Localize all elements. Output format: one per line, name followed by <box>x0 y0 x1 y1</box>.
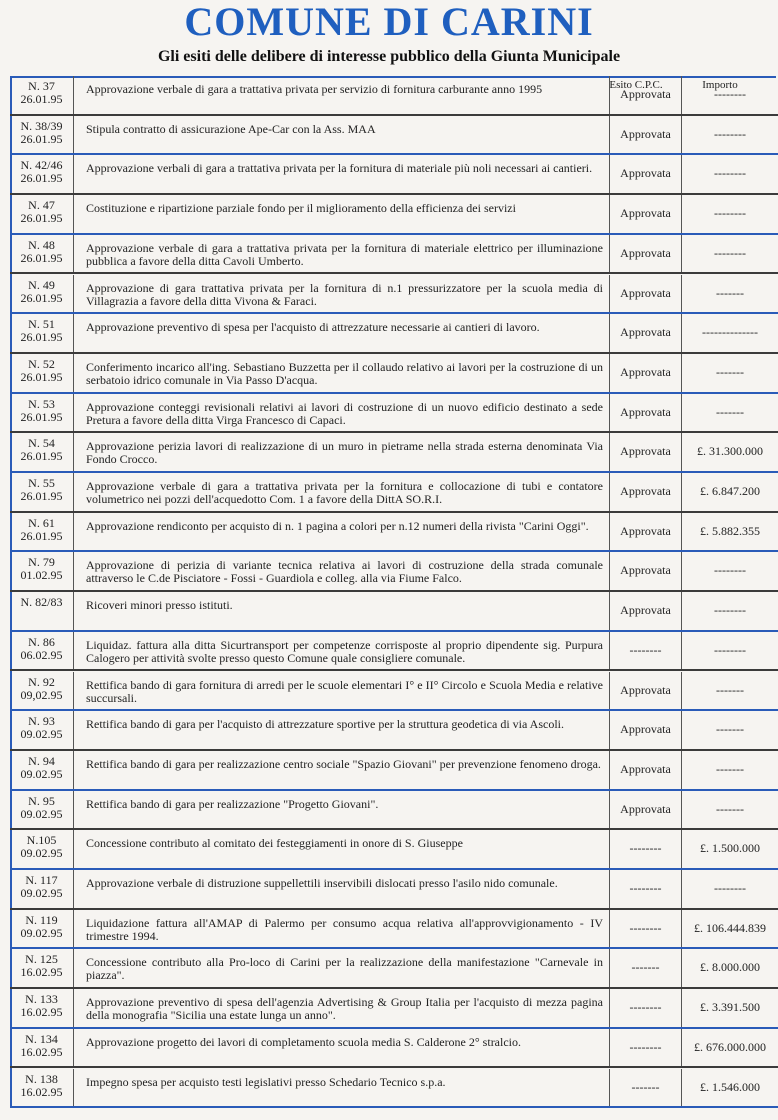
deliberation-date: 26.01.95 <box>20 489 63 503</box>
deliberation-number: N. 117 <box>25 873 58 887</box>
deliberation-number-cell <box>10 155 74 193</box>
table-row <box>10 791 778 831</box>
deliberation-number-cell <box>10 552 74 590</box>
importo-cell: -------- <box>714 642 746 657</box>
deliberation-number-cell <box>10 751 74 789</box>
esito-cell: Approvata <box>610 433 682 471</box>
deliberation-date: 26.01.95 <box>20 409 63 424</box>
deliberation-date: 26.01.95 <box>20 211 63 226</box>
deliberation-number-cell <box>10 433 74 471</box>
deliberation-number-cell <box>10 513 74 551</box>
esito-cell: -------- <box>610 910 682 948</box>
importo-cell: £. 106.444.839 <box>694 920 766 935</box>
deliberation-number-cell <box>10 1029 74 1067</box>
deliberation-number-cell <box>10 275 74 313</box>
deliberation-description: Approvazione progetto dei lavori di completamento scuola media S. Calderone 2° stralcio. <box>74 1029 610 1067</box>
deliberation-description: Liquidaz. fattura alla ditta Sicurtransport per competenze corrisposte al proprio dipendente sig. Purpura Calogero per attività svolte presso questo Comune quale consigliere comunale. <box>74 632 610 670</box>
table-row <box>10 1069 778 1109</box>
deliberation-description: Concessione contributo alla Pro-loco di Carini per la realizzazione della manifestazione "Carnevale in piazza". <box>74 949 610 987</box>
importo-cell: -------- <box>714 881 746 895</box>
deliberation-date: 09.02.95 <box>20 727 63 742</box>
deliberation-number: N. 38/39 <box>20 118 63 133</box>
table-row <box>10 949 778 989</box>
deliberation-number: N. 42/46 <box>20 158 63 173</box>
esito-cell: Approvata <box>610 394 682 432</box>
deliberation-date: 26.01.95 <box>20 528 63 543</box>
deliberation-number: N. 55 <box>28 476 55 490</box>
table-row <box>10 989 778 1029</box>
table-row <box>10 711 778 751</box>
esito-cell: Approvata <box>610 552 682 590</box>
deliberation-number: N. 79 <box>28 555 55 570</box>
importo-cell: £. 676.000.000 <box>694 1039 766 1054</box>
importo-cell: ------- <box>716 285 744 300</box>
deliberation-number-cell <box>10 235 74 273</box>
deliberation-date: 01.02.95 <box>20 568 63 583</box>
esito-cell: Approvata <box>610 116 682 154</box>
deliberation-number: N. 86 <box>28 634 55 649</box>
table-row <box>10 751 778 791</box>
deliberation-date: 09.02.95 <box>20 766 63 781</box>
deliberation-date: 06.02.95 <box>20 647 63 662</box>
esito-cell: Approvata <box>610 513 682 551</box>
deliberation-description: Approvazione di perizia di variante tecnica relativa ai lavori di costruzione della strada comunale attraverso le C.de Pisciatore - Fossi - Guardiola e colleg. alla via Fiume Falco. <box>74 552 610 590</box>
importo-cell: -------- <box>714 126 746 141</box>
importo-cell: -------- <box>714 603 746 618</box>
deliberation-number-cell <box>10 1069 74 1107</box>
deliberation-number: N. 138 <box>25 1071 58 1086</box>
deliberation-number-cell <box>10 711 74 749</box>
deliberation-description: Liquidazione fattura all'AMAP di Palermo per consumo acqua relativa all'approvvigionamento - IV trimestre 1994. <box>74 910 610 948</box>
importo-cell: -------- <box>714 206 746 221</box>
deliberation-number-cell <box>10 949 74 987</box>
esito-cell: Approvata <box>610 314 682 352</box>
deliberation-description: Approvazione preventivo di spesa per l'acquisto di attrezzature necessarie ai cantieri di lavoro. <box>74 314 610 352</box>
table-row <box>10 116 778 156</box>
importo-cell: ------- <box>716 682 744 697</box>
table-row <box>10 552 778 592</box>
table-row <box>10 632 778 672</box>
table-row <box>10 513 778 553</box>
table-row <box>10 275 778 315</box>
importo-cell: -------------- <box>702 325 758 340</box>
column-header-esito: Esito C.P.C. <box>609 79 663 91</box>
importo-cell: ------- <box>716 722 744 737</box>
table-row <box>10 1029 778 1069</box>
table-row <box>10 870 778 910</box>
importo-cell: -------- <box>714 87 746 101</box>
deliberation-description: Concessione contributo al comitato dei festeggiamenti in onore di S. Giuseppe <box>74 830 610 868</box>
importo-cell: ------- <box>716 364 744 379</box>
table-row <box>10 592 778 632</box>
deliberation-date: 16.02.95 <box>20 965 63 980</box>
deliberation-number: N. 47 <box>28 198 55 213</box>
esito-cell: Approvata <box>610 354 682 392</box>
deliberation-number-cell <box>10 989 74 1027</box>
esito-cell: Approvata <box>610 751 682 789</box>
esito-cell: -------- <box>610 989 682 1027</box>
deliberation-number: N. 51 <box>28 317 55 332</box>
deliberation-date: 16.02.95 <box>20 1084 63 1099</box>
esito-cell: Approvata <box>610 275 682 313</box>
deliberation-description: Rettifica bando di gara fornitura di arredi per le scuole elementari I° e II° Circolo e Scuola Media e relative succursali. <box>74 672 610 710</box>
table-row <box>10 155 778 195</box>
deliberation-number: N.105 <box>26 833 57 848</box>
deliberation-number: N. 93 <box>28 714 55 729</box>
deliberation-number-cell <box>10 76 74 114</box>
deliberation-number: N. 134 <box>25 1031 58 1046</box>
deliberation-description: Approvazione perizia lavori di realizzazione di un muro in pietrame nella strada esterna denominata Via Fondo Crocco. <box>74 433 610 471</box>
deliberation-number: N. 53 <box>28 396 55 411</box>
deliberation-description: Stipula contratto di assicurazione Ape-Car con la Ass. MAA <box>74 116 610 154</box>
importo-cell: £. 3.391.500 <box>700 1000 760 1015</box>
importo-cell: -------- <box>714 166 746 181</box>
deliberation-number: N. 54 <box>28 436 55 451</box>
importo-cell: ------- <box>716 801 744 816</box>
importo-cell: -------- <box>714 245 746 260</box>
deliberation-number: N. 92 <box>28 674 55 689</box>
deliberation-number-cell <box>10 394 74 432</box>
esito-cell: Approvata <box>610 672 682 710</box>
deliberation-description: Approvazione rendiconto per acquisto di n. 1 pagina a colori per n.12 numeri della rivista "Carini Oggi". <box>74 513 610 551</box>
deliberation-number: N. 119 <box>25 912 58 927</box>
esito-cell: Approvata <box>610 235 682 273</box>
importo-cell: ------- <box>716 404 744 419</box>
table-row <box>10 830 778 870</box>
page-subtitle: Gli esiti delle delibere di interesse pubblico della Giunta Municipale <box>157 48 621 65</box>
deliberation-number-cell <box>10 473 74 511</box>
deliberation-date: 16.02.95 <box>20 1044 63 1059</box>
deliberation-description: Rettifica bando di gara per l'acquisto di attrezzature sportive per la struttura geodetica di via Ascoli. <box>74 711 610 749</box>
importo-cell: £. 1.500.000 <box>700 841 760 856</box>
deliberation-date: 26.01.95 <box>20 92 63 106</box>
esito-cell: ------- <box>610 1069 682 1107</box>
deliberation-date: 26.01.95 <box>20 330 63 345</box>
importo-cell: ------- <box>716 761 744 776</box>
deliberation-date: 26.01.95 <box>20 290 63 305</box>
importo-cell: £. 31.300.000 <box>697 444 763 459</box>
importo-cell: £. 5.882.355 <box>700 523 760 538</box>
deliberation-description: Approvazione verbale di gara a trattativa privata per servizio di fornitura carburante anno 1995 <box>74 76 610 114</box>
table-row <box>10 354 778 394</box>
deliberation-description: Approvazione preventivo di spesa dell'agenzia Advertising & Group Italia per l'acquisto di mezza pagina della monografia "Sicilia una estate lunga un anno". <box>74 989 610 1027</box>
esito-cell: Approvata <box>610 76 682 114</box>
esito-cell: Approvata <box>610 195 682 233</box>
esito-cell: ------- <box>610 949 682 987</box>
deliberation-number: N. 133 <box>25 992 58 1007</box>
deliberation-number-cell <box>10 354 74 392</box>
deliberation-date: 26.01.95 <box>20 449 63 464</box>
deliberation-number-cell <box>10 870 74 908</box>
deliberation-number: N. 52 <box>28 356 55 371</box>
esito-cell: Approvata <box>610 155 682 193</box>
deliberation-number-cell <box>10 195 74 233</box>
page-title: COMUNE DI CARINI <box>184 0 594 44</box>
table-row <box>10 672 778 712</box>
deliberation-description: Rettifica bando di gara per realizzazione centro sociale "Spazio Giovani" per prevenzione fenomeno droga. <box>74 751 610 789</box>
esito-cell: -------- <box>610 830 682 868</box>
deliberation-number-cell <box>10 672 74 710</box>
deliberation-date: 26.01.95 <box>20 369 63 384</box>
deliberation-number-cell <box>10 592 74 630</box>
deliberation-number-cell <box>10 830 74 868</box>
esito-cell: Approvata <box>610 711 682 749</box>
deliberation-description: Ricoveri minori presso istituti. <box>74 592 610 630</box>
deliberation-number: N. 37 <box>28 79 55 93</box>
importo-cell: £. 8.000.000 <box>700 960 760 975</box>
deliberation-number: N. 48 <box>28 237 55 252</box>
deliberation-description: Approvazione verbale di distruzione suppellettili inservibili dislocati presso l'asilo nido comunale. <box>74 870 610 908</box>
deliberation-number: N. 94 <box>28 753 55 768</box>
deliberation-description: Approvazione conteggi revisionali relativi ai lavori di costruzione di un nuovo edificio destinato a sede Pretura a favore della ditta Virga Francesco di Capaci. <box>74 394 610 432</box>
deliberation-number-cell <box>10 116 74 154</box>
deliberation-date: 09.02.95 <box>20 886 63 900</box>
importo-cell: -------- <box>714 563 746 578</box>
deliberation-number: N. 49 <box>28 277 55 292</box>
table-row <box>10 394 778 434</box>
deliberation-number: N. 95 <box>28 793 55 808</box>
table-row <box>10 235 778 275</box>
deliberation-date: 26.01.95 <box>20 171 63 186</box>
deliberation-number: N. 82/83 <box>20 595 63 610</box>
deliberation-number: N. 61 <box>28 515 55 530</box>
deliberation-number-cell <box>10 910 74 948</box>
table-row <box>10 473 778 513</box>
table-row <box>10 195 778 235</box>
deliberation-date: 26.01.95 <box>20 250 63 265</box>
deliberation-date: 09,02.95 <box>20 687 63 702</box>
deliberation-date: 09.02.95 <box>20 846 63 861</box>
table-row <box>10 76 778 116</box>
deliberation-date: 26.01.95 <box>20 131 63 146</box>
deliberation-number-cell <box>10 632 74 670</box>
importo-cell: £. 1.546.000 <box>700 1079 760 1094</box>
deliberation-description: Approvazione verbali di gara a trattativa privata per la fornitura di materiale più noli necessari ai cantieri. <box>74 155 610 193</box>
esito-cell: Approvata <box>610 791 682 829</box>
deliberation-description: Costituzione e ripartizione parziale fondo per il miglioramento della efficienza dei servizi <box>74 195 610 233</box>
deliberation-number-cell <box>10 791 74 829</box>
esito-cell: -------- <box>610 632 682 670</box>
deliberation-description: Impegno spesa per acquisto testi legislativi presso Schedario Tecnico s.p.a. <box>74 1069 610 1107</box>
table-row <box>10 910 778 950</box>
table-row <box>10 433 778 473</box>
esito-cell: Approvata <box>610 592 682 630</box>
column-header-importo: Importo <box>702 79 738 91</box>
deliberation-description: Approvazione di gara trattativa privata per la fornitura di n.1 pressurizzatore per la scuola media di Villagrazia a favore della ditta Vivona & Faraci. <box>74 275 610 313</box>
deliberation-number: N. 125 <box>25 952 58 967</box>
esito-cell: -------- <box>610 1029 682 1067</box>
deliberation-date: 09.02.95 <box>20 925 63 940</box>
deliberation-description: Approvazione verbale di gara a trattativa privata per la fornitura e collocazione di tubi e contatore volumetrico nei pozzi dell'acquedotto Com. 1 a favore della DittA SO.R.I. <box>74 473 610 511</box>
esito-cell: -------- <box>610 870 682 908</box>
deliberation-description: Rettifica bando di gara per realizzazione "Progetto Giovani". <box>74 791 610 829</box>
deliberation-date: 09.02.95 <box>20 806 63 821</box>
deliberation-number-cell <box>10 314 74 352</box>
deliberation-date: 16.02.95 <box>20 1005 63 1020</box>
deliberation-description: Approvazione verbale di gara a trattativa privata per la fornitura di materiale elettrico per illuminazione pubblica a favore della ditta Cavoli Umberto. <box>74 235 610 273</box>
deliberation-description: Conferimento incarico all'ing. Sebastiano Buzzetta per il collaudo relativo ai lavori per la costruzione di un serbatoio idrico comunale in Via Passo D'acqua. <box>74 354 610 392</box>
table-row <box>10 314 778 354</box>
importo-cell: £. 6.847.200 <box>700 484 760 498</box>
esito-cell: Approvata <box>610 473 682 511</box>
